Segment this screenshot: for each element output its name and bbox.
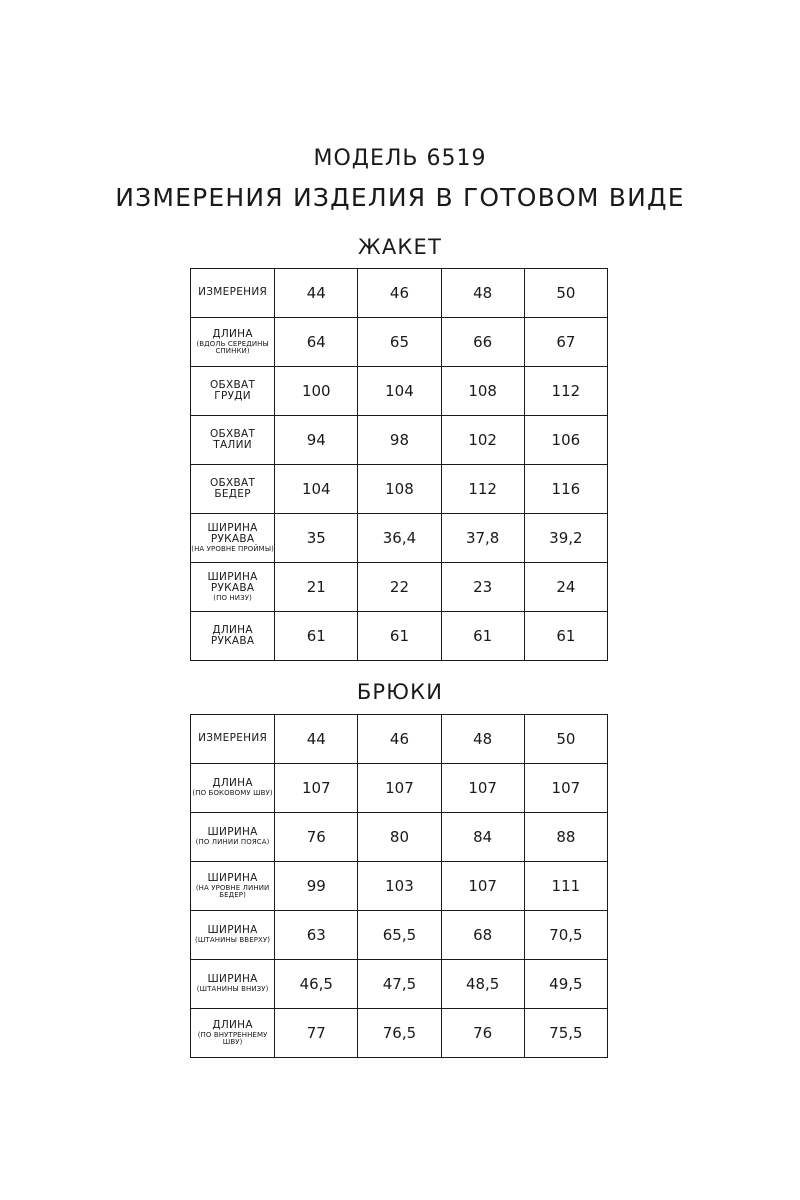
measurement-value: 88 <box>524 813 607 862</box>
measurement-value: 107 <box>275 764 358 813</box>
measurement-value: 21 <box>275 563 358 612</box>
measurement-value: 50 <box>524 269 607 318</box>
measurement-value: 68 <box>441 911 524 960</box>
measurement-value: 76 <box>275 813 358 862</box>
measurement-label-cell <box>191 318 275 367</box>
measurement-value: 116 <box>524 465 607 514</box>
measurement-value: 107 <box>524 764 607 813</box>
measurement-value: 76,5 <box>358 1009 441 1058</box>
measurement-note: (ПО БОКОВОМУ ШВУ) <box>192 789 273 798</box>
measurement-note: (ПО ЛИНИИ ПОЯСА) <box>195 838 270 847</box>
measurement-value: 106 <box>524 416 607 465</box>
table-row <box>191 612 608 661</box>
measurement-value: 65,5 <box>358 911 441 960</box>
measurement-value: 70,5 <box>524 911 607 960</box>
measurement-label: ДЛИНА <box>212 777 253 790</box>
measurement-value: 100 <box>275 367 358 416</box>
table-row <box>191 960 608 1009</box>
measurement-label: ШИРИНА <box>207 973 258 986</box>
measurement-value: 46,5 <box>275 960 358 1009</box>
measurement-label-cell <box>191 269 275 318</box>
measurement-label: ДЛИНА РУКАВА <box>210 623 255 647</box>
measurement-value: 61 <box>441 612 524 661</box>
measurement-label: ШИРИНА <box>207 924 258 937</box>
table-row <box>191 416 608 465</box>
measurement-value: 39,2 <box>524 514 607 563</box>
measurement-label: ОБХВАТ ТАЛИИ <box>209 427 256 451</box>
trousers-section-title: БРЮКИ <box>356 680 444 704</box>
measurement-value: 80 <box>358 813 441 862</box>
measurement-value: 61 <box>275 612 358 661</box>
measurement-value: 37,8 <box>441 514 524 563</box>
measurement-label: ШИРИНА РУКАВА <box>207 570 258 594</box>
measurement-value: 46 <box>358 715 441 764</box>
measurement-label-cell <box>191 911 275 960</box>
table-row <box>191 715 608 764</box>
measurement-value: 44 <box>275 715 358 764</box>
measurement-value: 22 <box>358 563 441 612</box>
table-row <box>191 514 608 563</box>
measurement-value: 67 <box>524 318 607 367</box>
measurement-note: (ПО НИЗУ) <box>213 593 252 602</box>
measurement-value: 23 <box>441 563 524 612</box>
measurement-label-cell <box>191 465 275 514</box>
measurement-label-cell <box>191 960 275 1009</box>
measurement-note: (ВДОЛЬ СЕРЕДИНЫ СПИНКИ) <box>196 339 269 355</box>
measurement-label: ДЛИНА <box>212 1018 253 1031</box>
page-title: ИЗМЕРЕНИЯ ИЗДЕЛИЯ В ГОТОВОМ ВИДЕ <box>115 183 685 212</box>
measurement-value: 64 <box>275 318 358 367</box>
measurement-label: ШИРИНА <box>207 871 258 884</box>
measurement-label-cell <box>191 367 275 416</box>
jacket-section-title: ЖАКЕТ <box>358 235 442 259</box>
measurement-label-cell <box>191 1009 275 1058</box>
table-row <box>191 862 608 911</box>
measurement-value: 35 <box>275 514 358 563</box>
table-row <box>191 911 608 960</box>
measurement-note: (ШТАНИНЫ ВВЕРХУ) <box>195 936 271 945</box>
trousers-size-table <box>190 714 608 1058</box>
measurement-value: 107 <box>441 764 524 813</box>
measurement-label-cell <box>191 514 275 563</box>
measurement-value: 108 <box>358 465 441 514</box>
measurement-value: 104 <box>358 367 441 416</box>
measurement-value: 65 <box>358 318 441 367</box>
measurement-note: (НА УРОВНЕ ЛИНИИ БЕДЕР) <box>195 883 270 899</box>
table-row <box>191 813 608 862</box>
measurement-note: (ШТАНИНЫ ВНИЗУ) <box>196 985 269 994</box>
measurement-label: ИЗМЕРЕНИЯ <box>198 732 268 745</box>
measurement-value: 75,5 <box>524 1009 607 1058</box>
measurement-value: 36,4 <box>358 514 441 563</box>
measurement-value: 48 <box>441 715 524 764</box>
measurement-value: 107 <box>358 764 441 813</box>
table-row <box>191 465 608 514</box>
measurement-label: ШИРИНА <box>207 826 258 839</box>
table-row <box>191 367 608 416</box>
measurement-value: 99 <box>275 862 358 911</box>
measurement-value: 44 <box>275 269 358 318</box>
trousers-table-body <box>191 715 608 1058</box>
measurement-value: 104 <box>275 465 358 514</box>
measurement-value: 107 <box>441 862 524 911</box>
measurement-value: 77 <box>275 1009 358 1058</box>
measurement-value: 24 <box>524 563 607 612</box>
measurement-value: 76 <box>441 1009 524 1058</box>
table-row <box>191 269 608 318</box>
measurement-value: 98 <box>358 416 441 465</box>
table-row <box>191 318 608 367</box>
measurement-value: 112 <box>524 367 607 416</box>
measurement-value: 108 <box>441 367 524 416</box>
measurement-value: 103 <box>358 862 441 911</box>
measurement-label: ШИРИНА РУКАВА <box>207 521 258 545</box>
measurement-label: ОБХВАТ БЕДЕР <box>209 476 256 500</box>
measurement-value: 48,5 <box>441 960 524 1009</box>
jacket-table-body <box>191 269 608 661</box>
measurement-label-cell <box>191 563 275 612</box>
measurement-value: 49,5 <box>524 960 607 1009</box>
table-row <box>191 1009 608 1058</box>
measurement-label-cell <box>191 764 275 813</box>
measurement-value: 46 <box>358 269 441 318</box>
measurement-value: 66 <box>441 318 524 367</box>
measurement-value: 84 <box>441 813 524 862</box>
table-row <box>191 563 608 612</box>
measurement-value: 63 <box>275 911 358 960</box>
measurement-label: ИЗМЕРЕНИЯ <box>198 286 268 299</box>
measurement-value: 50 <box>524 715 607 764</box>
measurement-value: 102 <box>441 416 524 465</box>
measurement-label-cell <box>191 612 275 661</box>
measurement-value: 112 <box>441 465 524 514</box>
jacket-size-table <box>190 268 608 661</box>
measurement-note: (ПО ВНУТРЕННЕМУ ШВУ) <box>197 1030 268 1046</box>
measurement-label-cell <box>191 862 275 911</box>
measurement-label-cell <box>191 813 275 862</box>
model-number: МОДЕЛЬ 6519 <box>313 146 487 171</box>
measurement-value: 48 <box>441 269 524 318</box>
measurement-value: 94 <box>275 416 358 465</box>
measurement-note: (НА УРОВНЕ ПРОЙМЫ) <box>191 544 274 553</box>
measurement-value: 61 <box>524 612 607 661</box>
measurement-label-cell <box>191 416 275 465</box>
measurement-label-cell <box>191 715 275 764</box>
measurement-value: 61 <box>358 612 441 661</box>
measurement-label: ОБХВАТ ГРУДИ <box>209 378 256 402</box>
measurement-value: 111 <box>524 862 607 911</box>
table-row <box>191 764 608 813</box>
measurement-label: ДЛИНА <box>212 327 253 340</box>
measurement-value: 47,5 <box>358 960 441 1009</box>
